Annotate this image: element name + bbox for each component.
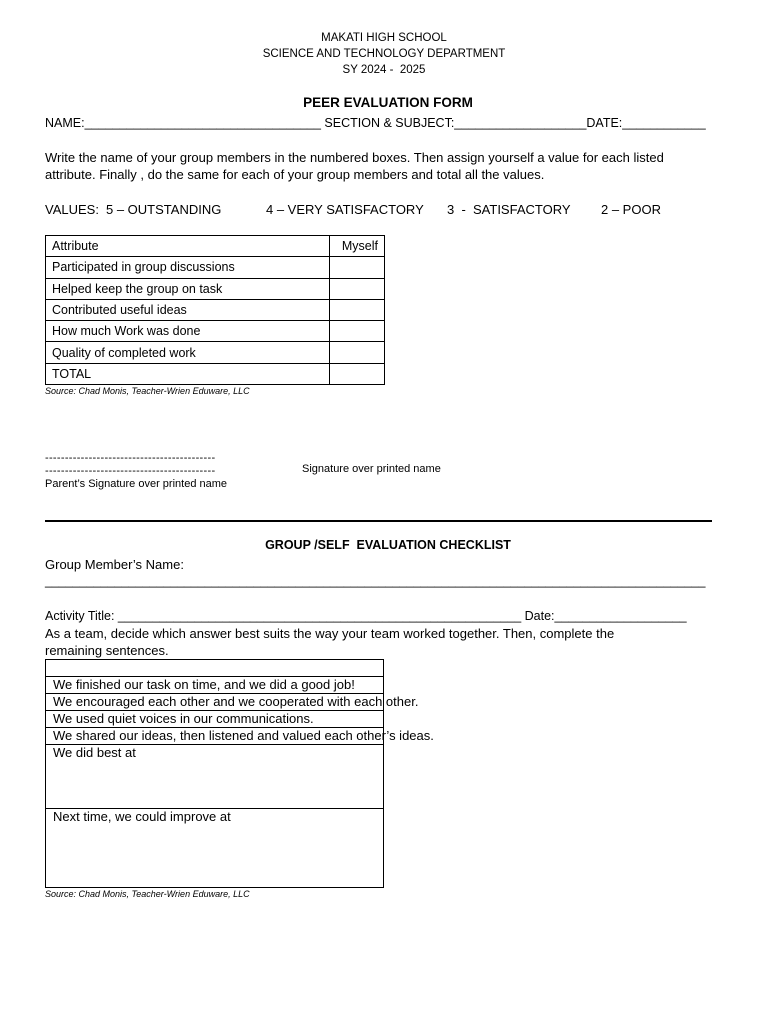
checklist-instructions-line-2: remaining sentences.	[45, 643, 169, 658]
best-at-prompt[interactable]: We did best at	[53, 745, 136, 760]
myself-score-cell[interactable]	[329, 299, 384, 320]
activity-title-line: Activity Title: __________________________________________________________ Date:___________________	[45, 609, 687, 623]
table-row	[46, 299, 385, 320]
peer-source-note: Source: Chad Monis, Teacher-Wrien Eduware, LLC	[45, 386, 250, 396]
checklist-title: GROUP /SELF EVALUATION CHECKLIST	[265, 538, 511, 552]
checklist-box	[45, 659, 434, 888]
table-header-row	[46, 236, 385, 257]
myself-score-cell[interactable]	[329, 342, 384, 363]
table-row	[46, 278, 385, 299]
department-name: SCIENCE AND TECHNOLOGY DEPARTMENT	[262, 48, 506, 60]
checklist-instructions-line-1: As a team, decide which answer best suits the way your team worked together. Then, complete the	[45, 626, 615, 641]
group-member-name-line: _______________________________________________________________________________________________	[45, 574, 706, 588]
section-divider	[45, 520, 712, 522]
group-member-label: Group Member’s Name:	[45, 557, 184, 572]
checklist-item: We encouraged each other and we cooperated with each other.	[53, 694, 419, 709]
attribute-cell: Helped keep the group on task	[46, 278, 330, 299]
myself-header: Myself	[329, 236, 384, 257]
school-name: MAKATI HIGH SCHOOL	[321, 32, 447, 44]
value-satisfactory: 3 - SATISFACTORY	[447, 202, 571, 217]
attribute-cell: Quality of completed work	[46, 342, 330, 363]
value-poor: 2 – POOR	[601, 202, 661, 217]
checklist-item: We finished our task on time, and we did a good job!	[53, 677, 355, 692]
student-info-line: NAME:__________________________________ SECTION & SUBJECT:___________________DATE:____________	[45, 116, 706, 130]
improve-at-prompt[interactable]: Next time, we could improve at	[53, 809, 231, 824]
school-year: SY 2024 - 2025	[342, 64, 426, 76]
peer-instructions-line-1: Write the name of your group members in the numbered boxes. Then assign yourself a value for each listed	[45, 150, 664, 165]
myself-score-cell[interactable]	[329, 321, 384, 342]
total-label-cell: TOTAL	[46, 363, 330, 384]
signature-dash-line-1: -------------------------------------------	[45, 452, 216, 464]
checklist-item: We used quiet voices in our communications.	[53, 711, 314, 726]
table-row	[46, 342, 385, 363]
peer-instructions-line-2: attribute. Finally , do the same for each of your group members and total all the values.	[45, 167, 545, 182]
myself-total-cell[interactable]	[329, 363, 384, 384]
table-row-total	[46, 363, 385, 384]
peer-evaluation-table	[45, 235, 385, 385]
value-very-satisfactory: 4 – VERY SATISFACTORY	[266, 202, 424, 217]
myself-score-cell[interactable]	[329, 278, 384, 299]
attribute-header: Attribute	[46, 236, 330, 257]
student-signature-label: Signature over printed name	[302, 463, 441, 475]
attribute-cell: Participated in group discussions	[46, 257, 330, 278]
peer-form-title: PEER EVALUATION FORM	[303, 95, 473, 110]
value-outstanding: 5 – OUTSTANDING	[106, 202, 222, 217]
table-row	[46, 257, 385, 278]
myself-score-cell[interactable]	[329, 257, 384, 278]
parent-signature-label: Parent’s Signature over printed name	[45, 478, 228, 490]
values-label: VALUES:	[45, 202, 99, 217]
attribute-cell: Contributed useful ideas	[46, 299, 330, 320]
table-row	[46, 321, 385, 342]
checklist-source-note: Source: Chad Monis, Teacher-Wrien Eduware, LLC	[45, 889, 250, 899]
signature-dash-line-2: -------------------------------------------	[45, 465, 216, 477]
checklist-item: We shared our ideas, then listened and valued each other’s ideas.	[53, 728, 434, 743]
attribute-cell: How much Work was done	[46, 321, 330, 342]
